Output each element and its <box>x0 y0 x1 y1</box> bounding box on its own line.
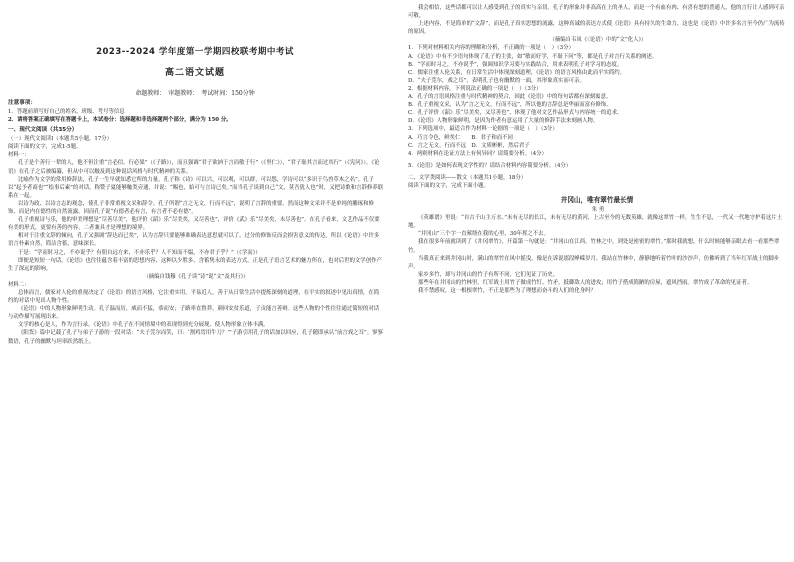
question-3-options-ab: A．巧言令色，鲜矣仁 B．君子和而不同 <box>408 134 513 141</box>
essay-para: 《英雄谱》里说：“自古千山主万水。”未有无尽的长江，未有无尽的黄河，上古至今的无数英雄，就像这翠竹一样，生生不息，一代又一代地守护着这片土地。 <box>408 215 782 230</box>
question-5: 5．《论语》是如何表现文学性的？请结合材料内容简要分析。（4分） <box>408 162 572 169</box>
material-1-para: 即便是短短一句话，《论语》也往往蕴含着丰富的思想内容，这种以少胜多、含蓄隽永的表达方式，正是孔子语言艺术的魅力所在，也对后世的文学创作产生了深远的影响。 <box>8 257 382 272</box>
question-3: 3．下列选项中，最适合作为材料一论据的一项是（ ）（3分） <box>408 126 558 133</box>
section-1-heading: 一、现代文阅读（共35分） <box>8 127 78 134</box>
question-2: 2．根据材料内容，下列说法正确的一项是（ ）（3分） <box>408 85 542 92</box>
material-1-para: 孔子重视诗与乐，他的审美理想是“尽善尽美”，他评价《韶》乐“尽美矣，又尽善也”，评价《武》乐“尽美矣，未尽善也”。在孔子看来，文艺作品不仅要有美的形式，更要有善的内容，二者兼具才是理想的境界。 <box>8 217 380 232</box>
essay-para: 家乡多竹，却与井冈山的竹子有所不同，它们见证了历史。 <box>418 271 559 278</box>
material-2-para: 上述内容，不是简单的“文辞”，而是孔子真实思想的流露，这种真诚的表达方式使《论语》具有持久的生命力，这也是《论语》中许多名言至今仍广为流传的原因。 <box>408 21 785 36</box>
material-1-para: 孔子是个善行一辈的人，他不但注重“言必信，行必果”（《子路》），而且强调“君子欲讷于言而敏于行”（《里仁》），“君子耻其言而过其行”（《宪问》）。《论语》在孔子之后被编纂，但从中可以触及到这种说话风格与时代精神的关系。 <box>8 160 380 175</box>
exam-meta: 命题教师： 审题教师： 考试时间：150分钟 <box>135 90 255 97</box>
question-1-option-d: D．“夫子莞尔，戏之耳”，表明孔子也有幽默的一面，其形象真实而可亲。 <box>408 77 585 84</box>
material-2-para: 总体而言，儒家对人伦的重视决定了《论语》的语言风格，它注重实用，平易近人，善于从日常生活中提炼深刻的道理，在平实的叙述中见出真情，在简约的对话中见出人物个性。 <box>8 289 380 305</box>
exam-subtitle: 高二语文试题 <box>164 68 225 78</box>
left-column <box>0 0 390 562</box>
read-instruction: 阅读下面的文字，完成1-5题。 <box>8 144 82 151</box>
question-2-option-c: C．孔子评价《韶》乐“尽美矣，又尽善也”，体现了他对文艺作品形式与内容统一的追求。 <box>408 110 623 117</box>
essay-author: 朱 勇 <box>591 207 605 214</box>
exam-title: 2023--2024 学年度第一学期四校联考期中考试 <box>96 47 294 57</box>
question-4: 4．两则材料在论证方法上有何异同？请简要分析。（4分） <box>408 150 547 157</box>
essay-title: 井冈山，唯有翠竹最长情 <box>560 196 634 205</box>
section-2-instruction: 阅读下面的文字，完成下面小题。 <box>408 182 489 189</box>
material-2-para: 文学的核心是人，作为言行录，《论语》中孔子在不同情境中的表现得到充分展现，使人物形象立体丰满。 <box>18 322 269 329</box>
question-1-option-b: B．“学而时习之，不亦说乎”，强调知识学习要与实践结合，用来表明孔子对学习的态度。 <box>408 61 623 68</box>
material-1-source: （摘编自钱穆《孔子谈“诗”说“文”及其行》） <box>143 273 249 280</box>
material-2-para: 我会相信，这些话都可以让人感受到孔子的真实与亲切。孔子的形象并非高高在上的圣人，而是一个有血有肉、有喜有怒的普通人，他的言行让人感到可亲可敬。 <box>408 5 785 20</box>
question-3-options-cd: C．言之无文，行而不远 D．文质彬彬，然后君子 <box>408 142 530 149</box>
note-1: 1．答题前填写好自己的姓名、班级、考号等信息 <box>8 109 125 115</box>
section-2-heading: 二、文学类阅读——散文（本题共1小题，18分） <box>408 174 527 181</box>
question-2-option-b: B．孔子重视文采，认为“言之无文，行而不远”，所以他的言辞总是华丽而富有修饰。 <box>408 102 612 109</box>
material-1-label: 材料一： <box>8 152 30 159</box>
material-2-label: 材料二： <box>8 281 30 288</box>
material-2-para: 《阳货》篇中记载了孔子与弟子子游的一段对话：“夫子莞尔而笑，曰：‘割鸡焉用牛刀？’”子游引用孔子的话加以回应，孔子随即承认“前言戏之耳”。寥寥数语，孔子的幽默与坦率跃然纸上。 <box>8 330 383 345</box>
material-1-para: 相对于注重文辞的倾向，孔子又强调“辞达而已矣”，认为言辞只要能够准确表达意思就可以了，过分的修饰反而会损害意义的传达。所以《论语》中许多语言朴素自然，简洁含蓄，意味深长。 <box>8 233 380 248</box>
question-2-option-a: A．孔子的言语风格注重与时代精神的契合，因此《论语》中的每句话都有深刻寓意。 <box>408 94 612 101</box>
right-column <box>400 0 794 562</box>
material-1-para: 比喻作为文学的常用修辞法，孔子一生早就知悉它所的力量。孔子称《诗》可以兴，可以观，可以群，可以怨，学诗可以“多识于鸟兽草木之名”。孔子以“起予者商也”“绘事后素”的对话，称赞子夏能够触类旁通，并说：“赐也，始可与言诗已矣。”而当孔子谈到自己“文，莫吾犹人也”时，又把诗歌和言辞修养联系在一起。 <box>8 176 384 199</box>
essay-para: “井冈山”三个字一直萦绕在我的心里，30年挥之不去。 <box>418 231 549 238</box>
question-1-option-c: C．儒家注重人伦关系，在日常生活中体现深刻道理，《论语》的语言风格由此而平实简约。 <box>408 69 626 76</box>
essay-para: 当我真正来到井冈山时，满山的翠竹在风中摇曳，像是在诉说那段峥嵘岁月。我站在竹林中，静静地听着竹叶的沙沙声，仿佛听到了当年红军战士的脚步声。 <box>408 255 780 270</box>
material-2-source: （摘编自韦凤《〈论语〉中的“文”化人》） <box>549 37 647 44</box>
essay-para: 那些年在井冈山的竹林里，红军战士用竹子做成竹钉、竹矛，抵御敌人的进攻；用竹子搭成简陋的房屋，遮风挡雨。翠竹成了革命的见证者。 <box>418 279 753 286</box>
question-1-option-a: A．《论语》中有不少语句体现了孔子的主张，如“敏而好学，不耻下问”等，都是孔子对言行关系的阐述。 <box>408 53 658 60</box>
essay-para: 我不禁感叹，这一根根翠竹，不正是那些为了理想而奋斗的人们的化身吗？ <box>418 288 596 294</box>
question-1: 1．下列对材料相关内容的理解和分析，不正确的一项是（ ）（3分） <box>408 45 574 52</box>
essay-para: 我在很多年前就读到了《井冈翠竹》，开篇第一句就是：“井冈山在江西，竹林之中，到处是密密的翠竹。”那时我就想，什么时候能够亲眼去看一看那些翠竹。 <box>408 239 780 254</box>
material-1-quote: 于是：“学而时习之，不亦说乎？有朋自远方来，不亦乐乎？人不知而不愠，不亦君子乎？”（《学而》） <box>18 249 261 256</box>
note-2: 2．请将答案正确填写在答题卡上，本试卷分：选择题和非选择题两个部分，满分为 150 分。 <box>8 117 232 124</box>
notes-heading: 注意事项： <box>8 100 36 106</box>
material-1-para: 以诗为政、以诗言志的观念，使孔子非常重视文采和辞令。孔子所谓“言之无文，行而不远”，说明了言辞的重要。然而这种文采并不是单纯的雕琢和修饰，而是内在德性的自然流露，因而孔子说“有德者必有言，有言者不必有德”。 <box>8 200 374 216</box>
section-1-sub: （一）现代文阅读Ⅰ（本题共5小题，17分） <box>8 136 113 143</box>
question-2-option-d: D．《论语》人物形象鲜明，是因为作者有意运用了大量的修辞手法来刻画人物。 <box>408 118 599 125</box>
material-2-para: 《论语》中的人物形象鲜明生动。孔子温而厉，威而不猛，恭而安；子路率直鲁莽，颜回安贫乐道，子贡能言善辩。这些人物的个性往往通过简短的对话与动作描写展现出来。 <box>8 306 380 321</box>
